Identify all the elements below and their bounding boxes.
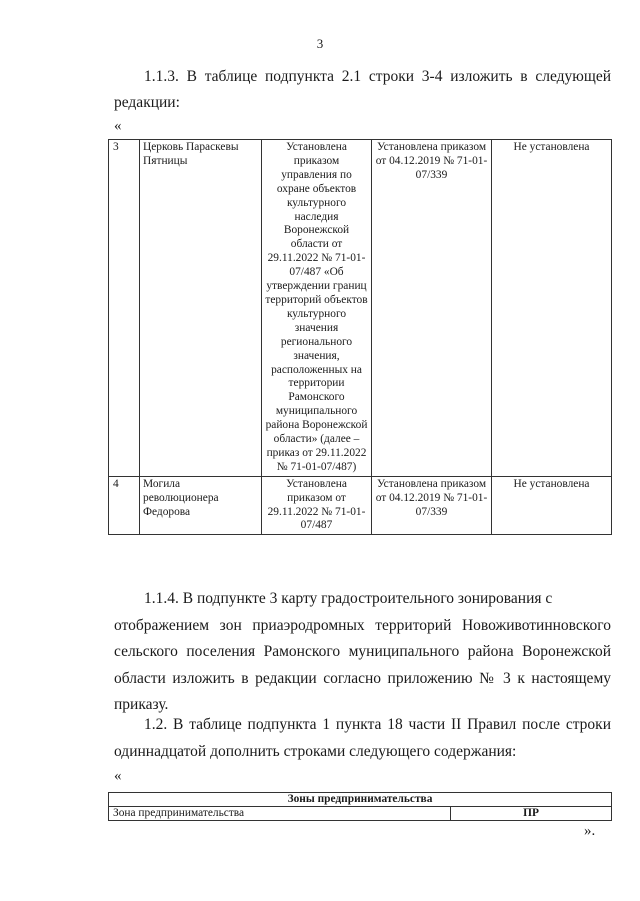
table-row [109,140,612,477]
open-quote-1: « [114,118,122,134]
page-number: 3 [316,36,324,51]
row-number: 4 [109,476,140,535]
paragraph-1-1-4-line1: 1.1.4. В подпункте 3 карту градостроительного зонирования с [144,590,553,607]
open-quote-2: « [114,768,122,784]
zone-code: ПР [451,807,612,821]
table-row [109,793,612,807]
zones-table [108,792,612,821]
table-row [109,476,612,535]
monuments-table [108,139,612,535]
zones-header: Зоны предпринимательства [109,793,612,807]
paragraph-1-2: 1.2. В таблице подпункта 1 пункта 18 части II Правил после строки одиннадцатой дополнить строками следующего содержания: [114,716,611,760]
object-name: Церковь Параскевы Пятницы [140,140,262,477]
other-zone: Не установлена [492,140,612,477]
paragraph-1-1-4 [114,586,611,719]
zone-name: Зона предпринимательства [109,807,451,821]
row-number: 3 [109,140,140,477]
protection-zone: Установлена приказом от 04.12.2019 № 71-01-07/339 [372,476,492,535]
paragraph-1-1-4-rest: отображением зон приаэродромных территорий Новоживотинновского сельского поселения Рамонского муниципального района Воронежской области изложить в редакции согласно приложению № 3 к настоящему приказу. [114,616,611,713]
paragraph-1-1-3-text: 1.1.3. В таблице подпункта 2.1 строки 3-4 изложить в следующей редакции: [114,68,611,111]
object-name: Могила революционера Федорова [140,476,262,535]
table-row [109,807,612,821]
paragraph-1-1-3 [114,64,611,116]
protection-zone: Установлена приказом от 04.12.2019 № 71-01-07/339 [372,140,492,477]
close-quote: ». [584,823,596,839]
territory-boundaries: Установлена приказом управления по охране объектов культурного наследия Воронежской области от 29.11.2022 № 71-01-07/487 «Об утверждении границ территорий объектов культурного значения регионального значения, расположенных на территории Рамонского муниципального района Воронежской области» (далее – приказ от 29.11.2022 № 71-01-07/487) [262,140,372,477]
other-zone: Не установлена [492,476,612,535]
territory-boundaries: Установлена приказом от 29.11.2022 № 71-01-07/487 [262,476,372,535]
